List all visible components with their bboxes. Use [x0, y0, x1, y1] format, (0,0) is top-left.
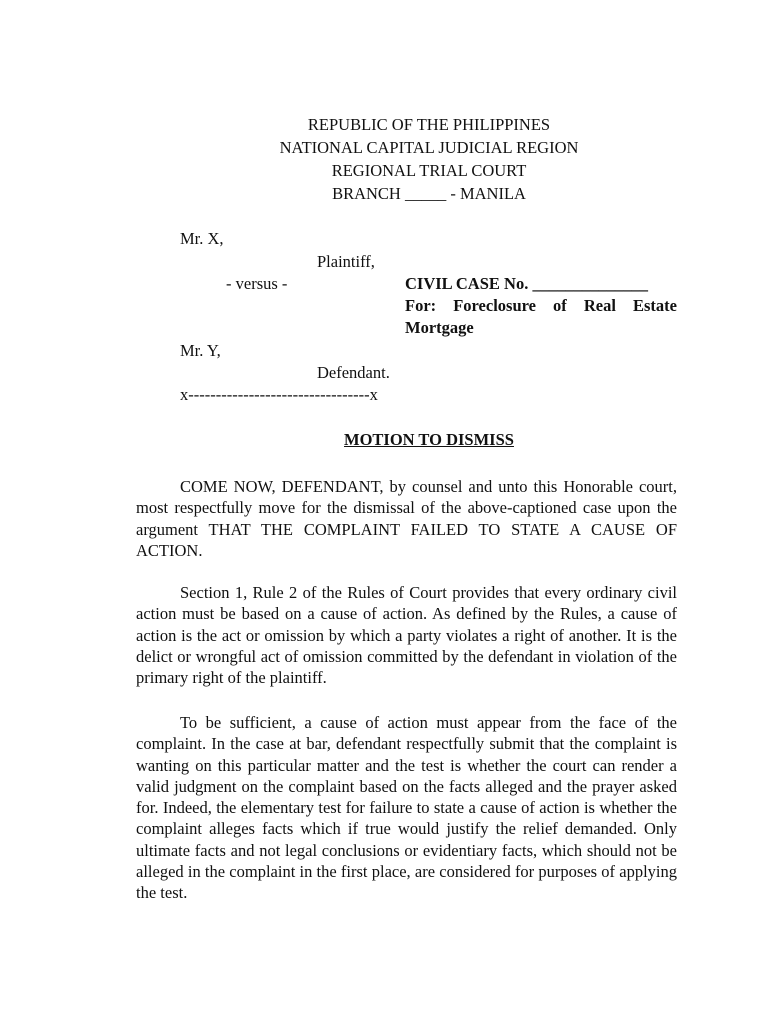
- case-nature-label: For:: [405, 296, 437, 315]
- document-title: MOTION TO DISMISS: [344, 430, 514, 449]
- case-nature-word: of: [553, 296, 567, 315]
- plaintiff-name: Mr. X,: [180, 229, 224, 248]
- heading-republic: REPUBLIC OF THE PHILIPPINES: [307, 115, 551, 134]
- defendant-name: Mr. Y,: [180, 341, 221, 360]
- case-nature-word: Real: [583, 296, 616, 315]
- paragraph-2: Section 1, Rule 2 of the Rules of Court provides that every ordinary civil action must be based on a cause of action. As defined by the Rules, a cause of action is the act or omission by which a party violates a right of another. It is the delict or wrongful act of omission committed by the defendant in violation of the primary right of the plaintiff.: [136, 583, 677, 688]
- court-heading: [0, 113, 768, 205]
- heading-branch: BRANCH _____ - MANILA: [332, 184, 526, 203]
- paragraph-3: To be sufficient, a cause of action must appear from the face of the complaint. In the case at bar, defendant respectfully submit that the complaint is wanting on this particular matter and the test is whether the court can render a valid judgment on the complaint based on the facts alleged and the prayer asked for. Indeed, the elementary test for failure to state a cause of action is whether the complaint alleges facts which if true would justify the relief demanded. Only ultimate facts and not legal conclusions or evidentiary facts, which should not be alleged in the complaint in the first place, are considered for purposes of applying the test.: [136, 713, 677, 903]
- case-nature-line2: Mortgage: [405, 318, 474, 337]
- case-nature-word: Foreclosure: [453, 296, 536, 315]
- caption-separator: x---------------------------------x: [180, 385, 378, 404]
- case-nature: [405, 295, 677, 339]
- defendant-role: Defendant.: [317, 363, 390, 382]
- heading-court: REGIONAL TRIAL COURT: [331, 161, 527, 180]
- heading-region: NATIONAL CAPITAL JUDICIAL REGION: [279, 138, 579, 157]
- case-nature-word: Estate: [632, 296, 677, 315]
- case-number: CIVIL CASE No. ______________: [405, 274, 648, 293]
- plaintiff-role: Plaintiff,: [317, 252, 375, 271]
- versus-label: - versus -: [226, 274, 288, 293]
- paragraph-1: COME NOW, DEFENDANT, by counsel and unto this Honorable court, most respectfully move for the dismissal of the above-captioned case upon the argument THAT THE COMPLAINT FAILED TO STATE A CAUSE OF ACTION.: [136, 477, 677, 560]
